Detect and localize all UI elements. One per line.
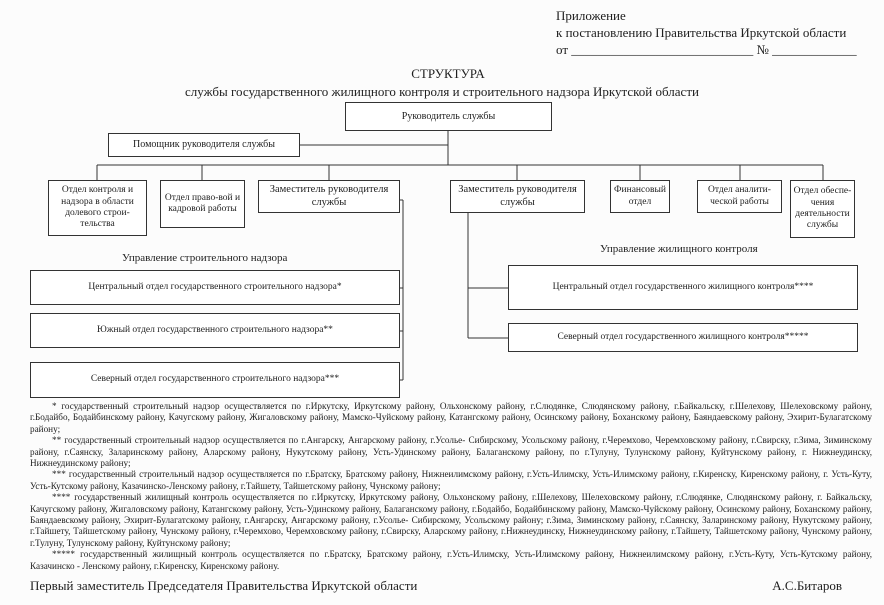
number-label: № — [756, 42, 769, 57]
footnote-4: **** государственный жилищный контроль осуществляется по г.Иркутску, Иркутскому району, Ольхонскому району, г.Шелехову, Шелеховскому району, г.Слюдянке, Слюдянскому району, г. Байкальску, Качугскому району, Жигаловскому району, Катангскому району, Усть-Удинскому району, Балаганскому району, г.Бодайбо, Бодайбинскому району, Мамско-Чуйскому району, Осинскому району, Боханскому району, Баяндаевскому району, Эхирит-Булагатскому району, г.Ангарску, Ангарскому району, г.Усолье- Сибирскому, Усольскому району; г.Зима, Зиминскому району, г.Саянску, Заларинскому району, Нукутскому району, г.Тайшету, Тайшетскому району, Чунскому району, г.Черемхово, Черемховскому району, г.Свирску, Аларскому району, г.Нижнеудинску, Нижнеудинскому району, г.Тайшету, Тайшетскому району, Чунскому району, г.Тулуну, Тулунскому району, Куйтунскому району; — [30, 492, 872, 548]
doc-title: СТРУКТУРА — [411, 66, 485, 81]
from-label: от — [556, 42, 569, 57]
equity-construction-dept-box: Отдел контроля и надзора в области долевого строи-тельства — [48, 180, 147, 236]
deputy-head-left-box: Заместитель руководителя службы — [258, 180, 400, 213]
central-housing-dept-box: Центральный отдел государственного жилищного контроля**** — [508, 265, 858, 310]
footnote-5: ***** государственный жилищный контроль осуществляется по г.Братску, Братскому району, г.Усть-Илимску, Усть-Илимскому району, Нижнеилимскому району, г.Усть-Куту, Усть-Кутскому району, Казачинско - Ленскому району, г.Киренску, Киренскому району. — [30, 549, 872, 571]
footnote-3: *** государственный строительный надзор осуществляется по г.Братску, Братскому району, Нижнеилимскому району, г.Усть-Илимску, Усть-Илимскому району, г.Киренску, Киренскому району, г. Усть-Куту, Усть-Кутскому району, Казачинско-Ленскому району, г.Тайшету, Тайшетскому району, Чунскому району; — [30, 469, 872, 491]
support-dept-box: Отдел обеспе-чения деятельности службы — [790, 180, 855, 238]
central-construction-dept-box: Центральный отдел государственного строительного надзора* — [30, 270, 400, 305]
finance-dept-box: Финансовый отдел — [610, 180, 670, 213]
analytics-dept-box: Отдел аналити-ческой работы — [697, 180, 782, 213]
bottom-section — [30, 401, 872, 593]
number-blank: _____________ — [772, 42, 857, 57]
north-construction-dept-box: Северный отдел государственного строительного надзора*** — [30, 362, 400, 398]
construction-supervision-group-label: Управление строительного надзора — [122, 252, 288, 264]
doc-subtitle: службы государственного жилищного контроля и строительного надзора Иркутской области — [185, 84, 699, 99]
signatory-position: Первый заместитель Председателя Правительства Иркутской области — [30, 578, 418, 594]
head-of-service-box: Руководитель службы — [345, 102, 552, 131]
south-construction-dept-box: Южный отдел государственного строительного надзора** — [30, 313, 400, 348]
north-housing-dept-box: Северный отдел государственного жилищного контроля***** — [508, 323, 858, 352]
appendix-label: Приложение — [556, 8, 626, 23]
footnote-1: * государственный строительный надзор осуществляется по г.Иркутску, Иркутскому району, Ольхонскому району, г.Слюдянке, Слюдянскому району, г.Байкальску, г.Шелехову, Шелеховскому району, г.Бодайбо, Бодайбинскому району, Качугскому району, Жигаловскому району, Мамско-Чуйскому району, Катангскому району, Осинскому району, Боханскому району, Баяндаевскому району, Эхирит-Булагатскому району; — [30, 401, 872, 434]
footnotes — [30, 401, 872, 572]
appendix-resolution: к постановлению Правительства Иркутской области — [556, 25, 847, 40]
signature-block — [30, 578, 872, 593]
date-blank: ____________________________ — [571, 42, 754, 57]
signatory-name: А.С.Битаров — [772, 578, 842, 594]
housing-control-group-label: Управление жилищного контроля — [600, 243, 758, 255]
footnote-2: ** государственный строительный надзор осуществляется по г.Ангарску, Ангарскому району, г.Усолье- Сибирскому, Усольскому району, г.Черемхово, Черемховскому району, г.Свирску, г.Зима, Зиминскому району, г.Саянску, Заларинскому району, Аларскому району, Нукутскому району, Усть-Удинскому району, Балаганскому району, по г.Тулуну, Тулунскому району, Куйтунскому району, г. Нижнеудинску, Нижнеудинскому району; — [30, 435, 872, 469]
deputy-head-right-box: Заместитель руководителя службы — [450, 180, 585, 213]
assistant-box: Помощник руководителя службы — [108, 133, 300, 157]
legal-hr-dept-box: Отдел право-вой и кадровой работы — [160, 180, 245, 228]
